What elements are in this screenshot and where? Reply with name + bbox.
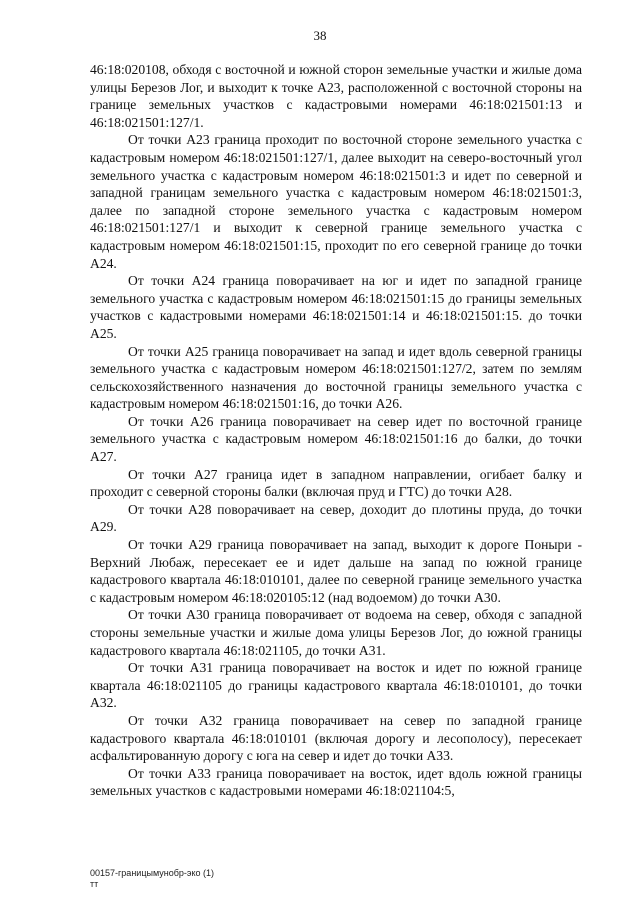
footer-filename: 00157-границымунобр-эко (1) (90, 868, 214, 878)
document-body (90, 61, 582, 800)
paragraph-a25: От точки А25 граница поворачивает на запад и идет вдоль северной границы земельного участка с кадастровым номером 46:18:021501:127/2, затем по землям сельскохозяйственного назначения до восточной границы земельного участка с кадастровым номером 46:18:021501:16, до точки А26. (90, 343, 582, 412)
paragraph-a30: От точки А30 граница поворачивает от водоема на север, обходя с западной стороны земельные участки и жилые дома улицы Березов Лог, до южной границы кадастрового квартала 46:18:021105, до точки А31. (90, 607, 582, 658)
document-footer (90, 868, 214, 890)
paragraph-a29: От точки А29 граница поворачивает на запад, выходит к дороге Поныри - Верхний Любаж, пересекает ее и идет дальше на запад по южной границе кадастрового квартала 46:18:010101, далее по северной границе земельного участка с кадастровым номером 46:18:020105:12 (над водоемом) до точки А30. (90, 537, 582, 605)
paragraph-a31: От точки А31 граница поворачивает на восток и идет по южной границе квартала 46:18:021105 до границы кадастрового квартала 46:18:010101, до точки А32. (90, 660, 582, 711)
paragraph-a26: От точки А26 граница поворачивает на север идет по восточной границе земельного участка с кадастровым номером 46:18:021501:16 до балки, до точки А27. (90, 413, 582, 465)
paragraph-continuation: 46:18:020108, обходя с восточной и южной сторон земельные участки и жилые дома улицы Березов Лог, и выходит к точке А23, расположенной с восточной стороны на границе земельных участков с кадастровыми номерами 46:18:021501:13 и 46:18:021501:127/1. (90, 62, 582, 130)
paragraph-a24: От точки А24 граница поворачивает на юг и идет по западной границе земельного участка с кадастровым номером 46:18:021501:15 до границы земельных участков с кадастровыми номерами 46:18:021501:14 и 46:18:021501:15. до точки А25. (90, 273, 582, 341)
paragraph-a23: От точки А23 граница проходит по восточной стороне земельного участка с кадастровым номером 46:18:021501:127/1, далее выходит на северо-восточный угол земельного участка с кадастровым номером 46:18:021501:3 и идет по северной и западной границам земельного участка с кадастровым номером 46:18:021501:3, далее по западной стороне земельного участка с кадастровым номером 46:18:021501:127/1 и выходит к северной границе земельного участка с кадастровым номером 46:18:021501:15, проходит по его северной границе до точки А24. (90, 132, 582, 271)
paragraph-a27: От точки А27 граница идет в западном направлении, огибает балку и проходит с северной стороны балки (включая пруд и ГТС) до точки А28. (90, 466, 582, 500)
paragraph-a33: От точки А33 граница поворачивает на восток, идет вдоль южной границы земельных участков с кадастровыми номерами 46:18:021104:5, (90, 765, 582, 799)
page-number: 38 (313, 28, 327, 43)
paragraph-a32: От точки А32 граница поворачивает на север по западной границе кадастрового квартала 46:18:010101 (включая дорогу и лесополосу), пересекает асфальтированную дорогу с юга на север и идет до точки А33. (90, 712, 582, 764)
paragraph-a28: От точки А28 поворачивает на север, доходит до плотины пруда, до точки А29. (90, 501, 582, 535)
footer-initials: тт (90, 879, 99, 889)
